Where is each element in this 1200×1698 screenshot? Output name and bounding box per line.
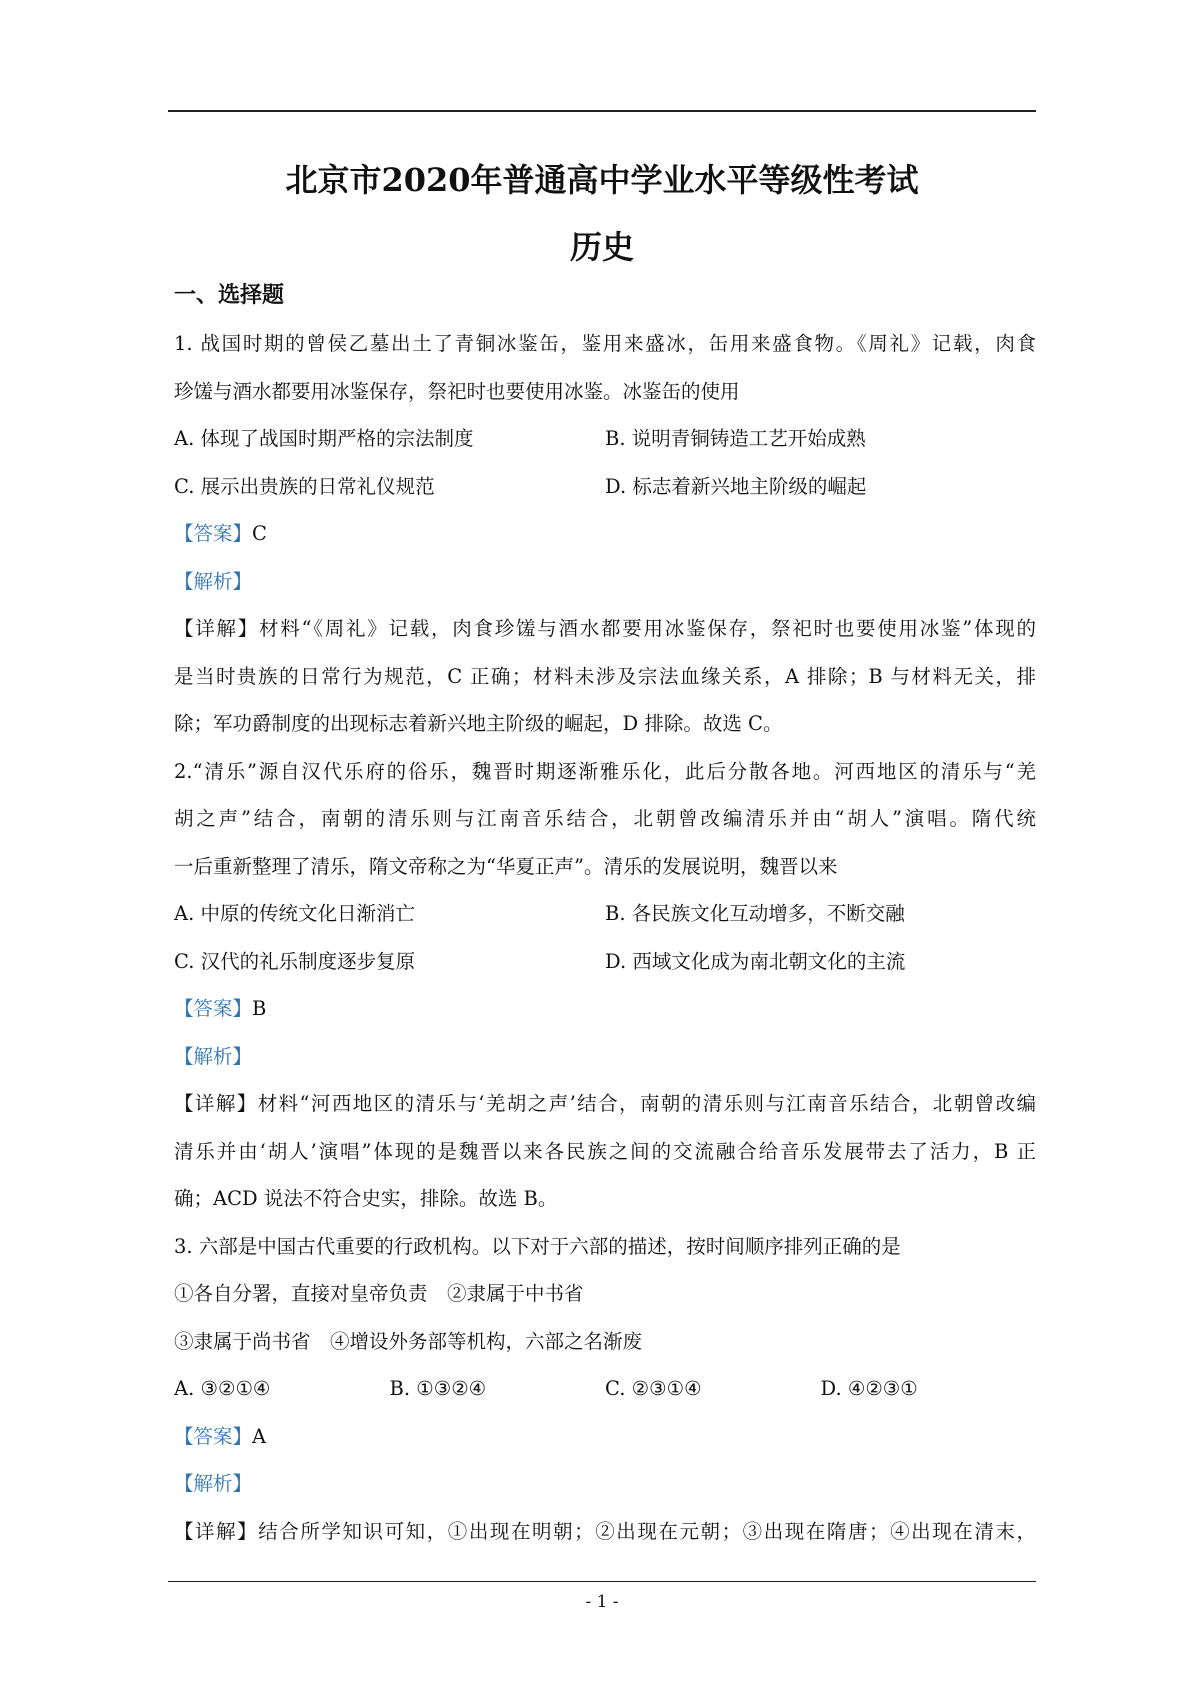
q2-option-b: B. 各民族文化互动增多，不断交融 bbox=[605, 902, 905, 925]
q2-detail-line-1 bbox=[174, 1080, 1036, 1128]
q3-options-row bbox=[174, 1365, 1036, 1413]
answer-value: A bbox=[252, 1424, 267, 1448]
header-rule bbox=[168, 110, 1036, 112]
detail-tag: 【详解】 bbox=[174, 1519, 259, 1543]
analysis-tag: 【解析】 bbox=[174, 1044, 253, 1068]
q1-detail-line-2: 是当时贵族的日常行为规范，C 正确；材料未涉及宗法血缘关系，A 排除；B 与材料无关，排 bbox=[174, 664, 1036, 688]
q1-option-b: B. 说明青铜铸造工艺开始成熟 bbox=[605, 427, 866, 450]
q3-analysis bbox=[174, 1460, 1036, 1508]
answer-tag: 【答案】 bbox=[174, 997, 253, 1020]
q1-stem-line-1: 1. 战国时期的曾侯乙墓出土了青铜冰鉴缶，鉴用来盛冰，缶用来盛食物。《周礼》记载，肉食 bbox=[174, 332, 1036, 355]
section-title: 一、选择题 bbox=[174, 282, 285, 308]
q2-analysis bbox=[174, 1033, 1036, 1081]
detail-text: 结合所学知识可知，①出现在明朝；②出现在元朝；③出现在隋唐；④出现在清末， bbox=[258, 1519, 1036, 1543]
q3-stem-line-2: ①各自分署，直接对皇帝负责 ②隶属于中书省 bbox=[174, 1282, 584, 1305]
q2-option-a: A. 中原的传统文化日渐消亡 bbox=[174, 902, 415, 925]
q3-option-a: A. ③②①④ bbox=[174, 1377, 271, 1400]
q2-option-c: C. 汉代的礼乐制度逐步复原 bbox=[174, 949, 416, 973]
detail-text: 材料“《周礼》记载，肉食珍馐与酒水都要用冰鉴保存，祭祀时也要使用冰鉴”体现的 bbox=[259, 617, 1036, 640]
answer-value: B bbox=[252, 997, 267, 1020]
exam-title: 北京市2020年普通高中学业水平等级性考试 bbox=[285, 161, 919, 199]
q1-options-row-2 bbox=[174, 463, 1036, 511]
q3-stem-line-1: 3. 六部是中国古代重要的行政机构。以下对于六部的描述，按时间顺序排列正确的是 bbox=[174, 1234, 901, 1258]
q1-detail-line-3: 除；军功爵制度的出现标志着新兴地主阶级的崛起，D 排除。故选 C。 bbox=[174, 712, 783, 735]
q1-answer bbox=[174, 510, 1036, 558]
analysis-tag: 【解析】 bbox=[174, 1472, 253, 1495]
q1-analysis bbox=[174, 558, 1036, 606]
analysis-tag: 【解析】 bbox=[174, 569, 253, 593]
q2-answer bbox=[174, 985, 1036, 1033]
footer-rule bbox=[168, 1581, 1036, 1582]
detail-text: 材料“河西地区的清乐与‘羌胡之声’结合，南朝的清乐则与江南音乐结合，北朝曾改编 bbox=[257, 1092, 1036, 1115]
q1-option-d: D. 标志着新兴地主阶级的崛起 bbox=[605, 474, 867, 498]
q2-detail-line-3: 确；ACD 说法不符合史实，排除。故选 B。 bbox=[174, 1187, 558, 1210]
q2-stem-line-2: 胡之声”结合，南朝的清乐则与江南音乐结合，北朝曾改编清乐并由“胡人”演唱。隋代统 bbox=[174, 807, 1036, 830]
q3-answer bbox=[174, 1413, 1036, 1461]
detail-tag: 【详解】 bbox=[174, 1092, 258, 1115]
q3-option-b: B. ①③②④ bbox=[389, 1377, 487, 1400]
q3-option-d: D. ④②③① bbox=[820, 1377, 918, 1400]
answer-value: C bbox=[252, 522, 267, 545]
q3-stem-line-3: ③隶属于尚书省 ④增设外务部等机构，六部之名渐废 bbox=[174, 1329, 643, 1353]
question-content bbox=[174, 320, 1036, 1555]
q3-option-c: C. ②③①④ bbox=[605, 1377, 702, 1400]
q3-detail-line-1 bbox=[174, 1508, 1036, 1556]
q1-stem-line-2: 珍馐与酒水都要用冰鉴保存，祭祀时也要使用冰鉴。冰鉴缶的使用 bbox=[174, 379, 740, 403]
q2-stem-line-1: 2.“清乐”源自汉代乐府的俗乐，魏晋时期逐渐雅乐化，此后分散各地。河西地区的清乐与“羌 bbox=[174, 759, 1036, 783]
q1-detail-line-1 bbox=[174, 605, 1036, 653]
q2-detail-line-2: 清乐并由‘胡人’演唱”体现的是魏晋以来各民族之间的交流融合给音乐发展带去了活力，B 正 bbox=[174, 1139, 1036, 1163]
page-number: - 1 - bbox=[585, 1592, 619, 1612]
answer-tag: 【答案】 bbox=[174, 522, 253, 545]
q1-option-c: C. 展示出贵族的日常礼仪规范 bbox=[174, 474, 435, 498]
q1-options-row-1 bbox=[174, 415, 1036, 463]
subject-title: 历史 bbox=[569, 228, 634, 266]
q2-stem-line-3: 一后重新整理了清乐，隋文帝称之为“华夏正声”。清乐的发展说明，魏晋以来 bbox=[174, 854, 838, 878]
q2-option-d: D. 西域文化成为南北朝文化的主流 bbox=[605, 949, 906, 973]
q1-option-a: A. 体现了战国时期严格的宗法制度 bbox=[174, 427, 474, 450]
q2-options-row-2 bbox=[174, 938, 1036, 986]
detail-tag: 【详解】 bbox=[174, 617, 260, 640]
q2-options-row-1 bbox=[174, 890, 1036, 938]
answer-tag: 【答案】 bbox=[174, 1424, 253, 1448]
